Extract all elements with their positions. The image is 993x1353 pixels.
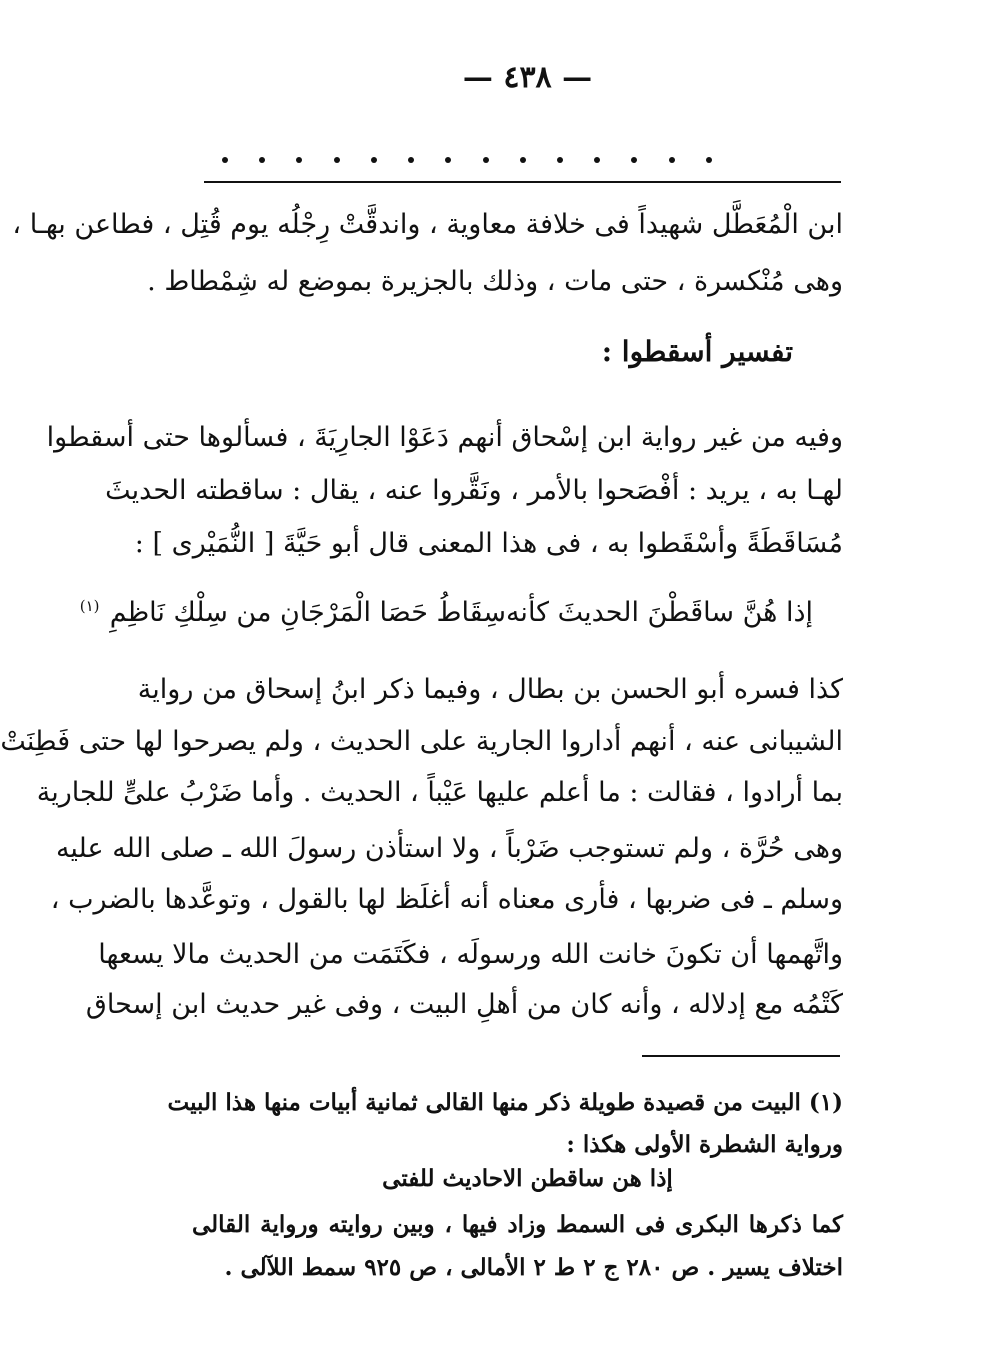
text-line: بما أرادوا ، فقالت : ما أعلم عليها عَيْباً ، الحديث . وأما ضَرْبُ علىٍّ للجارية — [36, 777, 843, 808]
separator-dot — [371, 157, 377, 163]
verse-first-hemistich: إذا هُنَّ ساقَطْنَ الحديثَ كأنه — [505, 596, 813, 628]
page-number: — ٤٣٨ — — [462, 60, 593, 95]
separator-dot — [259, 157, 265, 163]
footnote-reference: (١) — [79, 596, 100, 615]
text-line: وفيه من غير رواية ابن إسْحاق أنهم دَعَوْا الجارِيَةَ ، فسألوها حتى أسقطوا — [46, 422, 843, 453]
verse-second-hemistich-wrap — [79, 596, 506, 628]
footnote-rule — [642, 1055, 840, 1057]
poetry-verse — [79, 587, 813, 637]
text-line: الشيبانى عنه ، أنهم أداروا الجارية على الحديث ، ولم يصرحوا لها حتى فَطِنَتْ — [0, 726, 843, 757]
footnote-line: اختلاف يسير . ص ٢٨٠ ج ٢ ط ٢ الأمالى ، ص ٩٢٥ سمط اللآلى . — [224, 1254, 843, 1281]
footnote-quote: إذا هن ساقطن الاحاديث للفتى — [382, 1165, 673, 1192]
text-line: كَتْمُه مع إدلاله ، وأنه كان من أهلِ البيت ، وفى غير حديث ابن إسحاق — [85, 989, 843, 1020]
text-line: واتَّهمها أن تكونَ خانت الله ورسولَه ، فكَتَمَت من الحديث مالا يسعها — [98, 939, 843, 970]
text-line: وهى مُنْكسرة ، حتى مات ، وذلك بالجزيرة بموضع له شِمْطاط . — [147, 266, 843, 297]
section-heading: تفسير أسقطوا : — [601, 335, 793, 368]
separator-dot — [408, 157, 414, 163]
footnote-line: ورواية الشطرة الأولى هكذا : — [566, 1131, 843, 1158]
text-line: وسلم ـ فى ضربها ، فأرى معناه أنه أغلَظ لها بالقول ، وتوعَّدها بالضرب ، — [50, 884, 843, 915]
text-line: مُسَاقَطَةً وأسْقَطوا به ، فى هذا المعنى قال أبو حَيَّةَ [ النُّمَيْرى ] : — [134, 528, 843, 559]
separator-dot — [631, 157, 637, 163]
separator-dot — [669, 157, 675, 163]
text-line: كذا فسره أبو الحسن بن بطال ، وفيما ذكر ابنُ إسحاق من رواية — [137, 674, 843, 705]
text-line: ابن الْمُعَطَّل شهيداً فى خلافة معاوية ، واندقَّتْ رِجْلُه يوم قُتِل ، فطاعن بهـا ، — [12, 209, 843, 240]
separator-dot — [445, 157, 451, 163]
separator-dot — [557, 157, 563, 163]
top-rule — [204, 181, 841, 183]
text-line: وهى حُرَّة ، ولم تستوجب ضَرْباً ، ولا استأذن رسولَ الله ـ صلى الله عليه — [55, 833, 843, 864]
separator-dot — [706, 157, 712, 163]
text-line: لهـا به ، يريد : أفْصَحوا بالأمر ، ونَقَّروا عنه ، يقال : ساقطته الحديثَ — [105, 475, 843, 506]
separator-dot — [594, 157, 600, 163]
separator-dot — [483, 157, 489, 163]
verse-second-hemistich: سِقَاطُ حَصَا الْمَرْجَانِ من سِلْكِ نَاظِمِ — [109, 596, 506, 628]
separator-dot — [296, 157, 302, 163]
separator-dot — [334, 157, 340, 163]
dotted-separator — [222, 140, 712, 180]
separator-dot — [222, 157, 228, 163]
separator-dot — [520, 157, 526, 163]
footnote-line: (١) البيت من قصيدة طويلة ذكر منها القالى ثمانية أبيات منها هذا البيت — [167, 1089, 843, 1116]
footnote-line: كما ذكرها البكرى فى السمط وزاد فيها ، وبين روايته ورواية القالى — [192, 1211, 843, 1238]
